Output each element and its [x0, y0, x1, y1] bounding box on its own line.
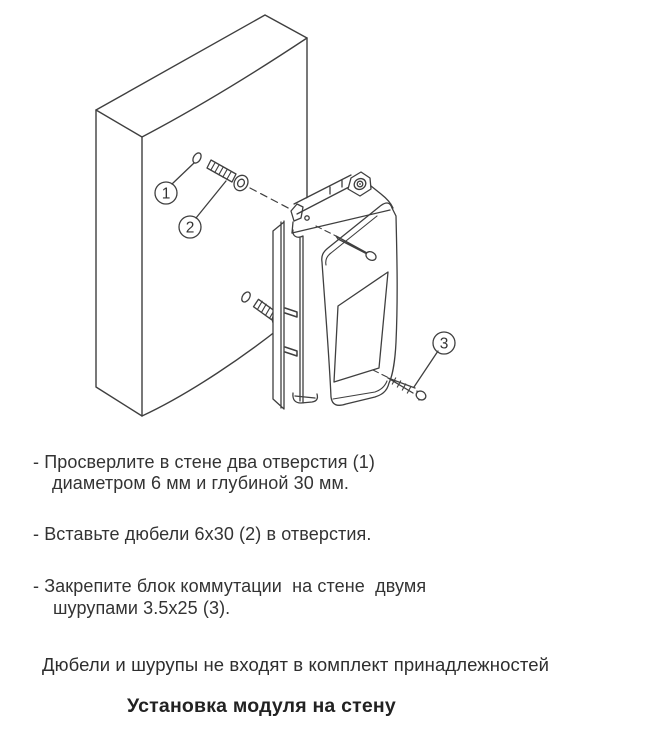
wall-left-face — [96, 110, 142, 416]
drill-hole-lower — [240, 290, 252, 303]
bullet-1-line-2: диаметром 6 мм и глубиной 30 мм. — [52, 473, 350, 493]
axis-dashed-line — [250, 188, 292, 210]
callout-1-leader — [172, 163, 194, 184]
callout-2-leader — [196, 181, 226, 218]
bullet-1-line-1: - Просверлите в стене два отверстия (1) — [33, 452, 375, 472]
page-title: Установка модуля на стену — [127, 695, 396, 717]
accessories-note: Дюбели и шурупы не входят в комплект принадлежностей — [42, 654, 550, 675]
callout-3-label: 3 — [439, 335, 449, 353]
bullet-2-line-1: - Вставьте дюбели 6х30 (2) в отверстия. — [33, 524, 372, 544]
callout-1-label: 1 — [161, 185, 171, 203]
drill-hole-upper — [191, 151, 203, 164]
callout-2-label: 2 — [185, 219, 195, 237]
cable-gland-dot — [359, 183, 361, 185]
screw-lower-shaft — [388, 378, 415, 393]
device-drawing — [273, 170, 427, 410]
dowel-upper — [191, 151, 292, 210]
wall-top-face — [96, 15, 307, 137]
bullet-3-line-1: - Закрепите блок коммутации на стене двумя — [33, 576, 427, 596]
callout-3-leader — [414, 351, 438, 387]
bullet-3-line-2: шурупами 3.5х25 (3). — [53, 598, 231, 618]
dowel-upper-flange — [231, 173, 250, 193]
